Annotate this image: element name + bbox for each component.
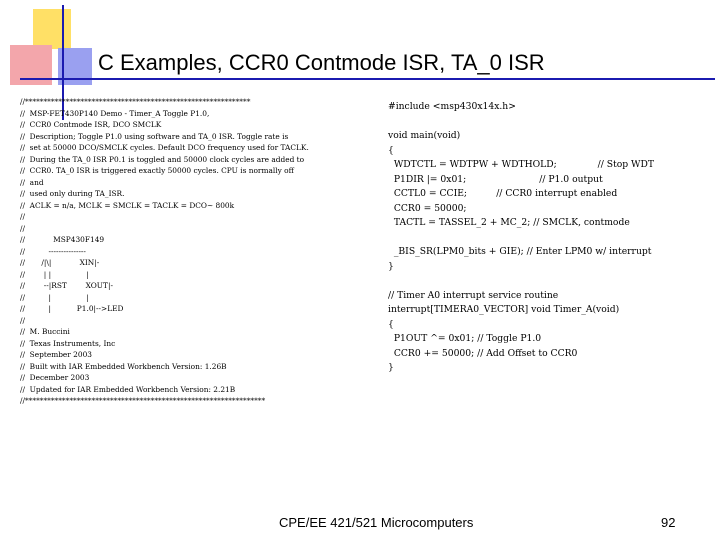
code-line: // bbox=[20, 212, 25, 221]
code-line: // used only during TA_ISR. bbox=[20, 189, 125, 198]
code-line: P1OUT ^= 0x01; // Toggle P1.0 bbox=[388, 333, 542, 344]
code-line: // bbox=[20, 315, 25, 325]
decorative-horizontal-line bbox=[20, 78, 715, 80]
decorative-yellow-square bbox=[33, 9, 71, 49]
code-line: CCR0 = 50000; bbox=[388, 202, 467, 214]
code-line: // ACLK = n/a, MCLK = SMCLK = TACLK = DCO~ 800k bbox=[20, 200, 235, 210]
code-line: interrupt[TIMERA0_VECTOR] void Timer_A(void) bbox=[388, 304, 620, 315]
code-line: // Built with IAR Embedded Workbench Version: 1.26B bbox=[20, 361, 227, 371]
code-line: } bbox=[388, 362, 394, 373]
code-line: // September 2003 bbox=[20, 350, 92, 359]
code-line: _BIS_SR(LPM0_bits + GIE); // Enter LPM0 w/ interrupt bbox=[388, 246, 652, 257]
code-line: { bbox=[388, 318, 394, 330]
code-line bbox=[388, 231, 654, 246]
code-line: // | | | bbox=[20, 269, 89, 279]
code-line: { bbox=[388, 144, 394, 156]
code-line: // bbox=[20, 223, 25, 233]
code-line: #include <msp430x14x.h> bbox=[388, 101, 516, 112]
slide-title: C Examples, CCR0 Contmode ISR, TA_0 ISR bbox=[98, 50, 545, 75]
code-line: //************************************************************* bbox=[20, 97, 251, 106]
code-line: // Description; Toggle P1.0 using software and TA_0 ISR. Toggle rate is bbox=[20, 131, 289, 141]
code-line: } bbox=[388, 260, 394, 272]
code-line bbox=[388, 274, 654, 289]
code-line: // Updated for IAR Embedded Workbench Version: 2.21B bbox=[20, 384, 236, 394]
code-line: TACTL = TASSEL_2 + MC_2; // SMCLK, contmode bbox=[388, 217, 630, 228]
code-line: // set at 50000 DCO/SMCLK cycles. Default DCO frequency used for TACLK. bbox=[20, 143, 309, 152]
code-line: //***************************************************************** bbox=[20, 396, 266, 405]
code-line: // Timer A0 interrupt service routine bbox=[388, 289, 559, 301]
code-line: // MSP430F149 bbox=[20, 235, 105, 244]
code-line: // | P1.0|-->LED bbox=[20, 304, 124, 313]
left-code-block bbox=[20, 96, 309, 407]
code-line: void main(void) bbox=[388, 130, 461, 141]
code-line: WDTCTL = WDTPW + WDTHOLD; // Stop WDT bbox=[388, 159, 654, 170]
code-line: // Texas Instruments, Inc bbox=[20, 338, 116, 348]
code-line: // /|\| XIN|- bbox=[20, 258, 100, 267]
code-line: // During the TA_0 ISR P0.1 is toggled and 50000 clock cycles are added to bbox=[20, 154, 305, 164]
code-line bbox=[388, 115, 654, 130]
code-line: CCTL0 = CCIE; // CCR0 interrupt enabled bbox=[388, 188, 618, 199]
code-line: // CCR0 Contmode ISR, DCO SMCLK bbox=[20, 120, 162, 129]
code-line: // December 2003 bbox=[20, 373, 90, 382]
code-line: CCR0 += 50000; // Add Offset to CCR0 bbox=[388, 347, 578, 359]
code-line: // | | bbox=[20, 292, 89, 302]
code-line: P1DIR |= 0x01; // P1.0 output bbox=[388, 173, 603, 185]
page-number: 92 bbox=[661, 515, 676, 530]
code-line: // and bbox=[20, 177, 44, 187]
right-code-block bbox=[388, 100, 654, 376]
code-line: // MSP-FET430P140 Demo - Timer_A Toggle P1.0, bbox=[20, 108, 210, 118]
slide-footer: CPE/EE 421/521 Microcomputers bbox=[279, 515, 474, 530]
code-line: // --|RST XOUT|- bbox=[20, 281, 113, 290]
code-line: // M. Buccini bbox=[20, 327, 70, 336]
code-line: // --------------- bbox=[20, 246, 86, 256]
code-line: // CCR0. TA_0 ISR is triggered exactly 50000 cycles. CPU is normally off bbox=[20, 166, 294, 175]
